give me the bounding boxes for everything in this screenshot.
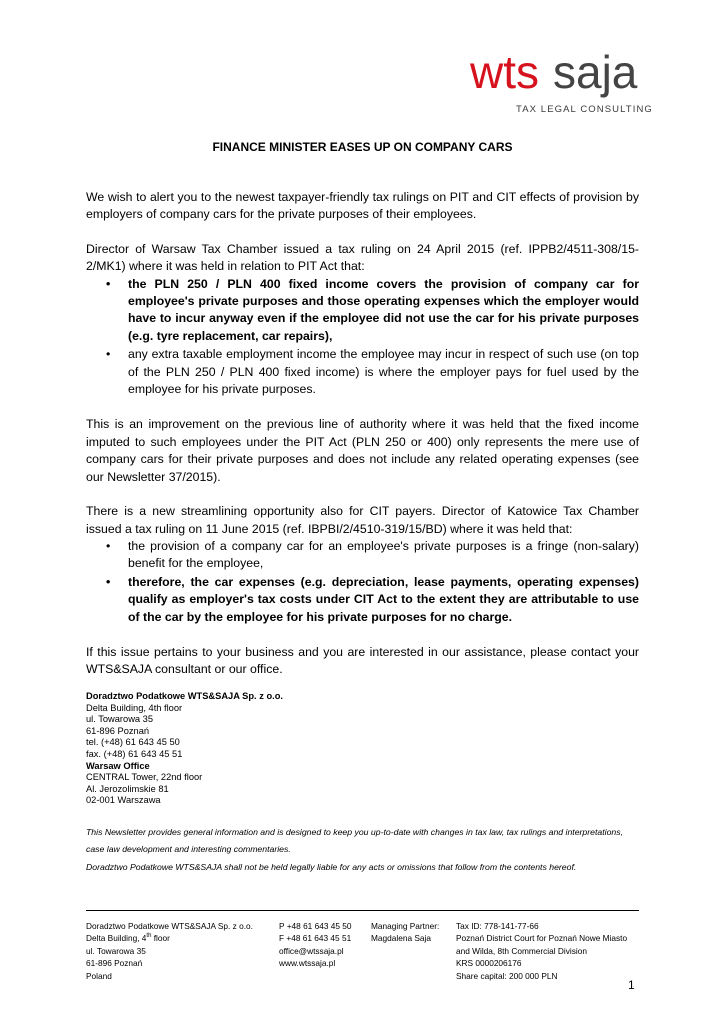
pit-bullet-list (86, 276, 639, 399)
office-address-block (86, 691, 283, 807)
footer-court: Poznań District Court for Poznań Nowe Miasto (456, 933, 628, 944)
office-company-name: Doradztwo Podatkowe WTS&SAJA Sp. z o.o. (86, 691, 283, 701)
logo-tagline: TAX LEGAL CONSULTING (516, 104, 653, 115)
warsaw-office-title: Warsaw Office (86, 760, 150, 771)
page-number: 1 (628, 978, 635, 992)
list-item (86, 538, 639, 573)
warsaw-line: Al. Jerozolimskie 81 (86, 783, 169, 794)
improvement-paragraph: This is an improvement on the previous line of authority where it was held that the fixed income imputed to such employees under the PIT Act (PLN 250 or 400) only represents the mere use of company cars for their private purposes and does not include any related operating expenses (see our Newsletter 37/2015). (86, 417, 639, 484)
footer-phone: P +48 61 643 45 50 (279, 921, 352, 931)
bullet-icon: • (106, 574, 111, 589)
office-tel: tel. (+48) 61 643 45 50 (86, 737, 180, 748)
bullet-icon: • (106, 276, 111, 291)
list-item-text: therefore, the car expenses (e.g. depreciation, lease payments, operating expenses) qualify as employer's tax costs under CIT Act to the extent they are attributable to use of the car by the employee for his private purposes for no charge. (128, 574, 639, 624)
cit-bullet-list (86, 538, 639, 626)
cit-lead-paragraph: There is a new streamlining opportunity also for CIT payers. Director of Katowice Tax Chamber issued a tax ruling on 11 June 2015 (ref. IBPBI/2/4510-319/15/BD) where it was held that: (86, 504, 639, 536)
pit-lead-paragraph: Director of Warsaw Tax Chamber issued a tax ruling on 24 April 2015 (ref. IPPB2/4511-308/15-2/MK1) where it was held in relation to PIT Act that: (86, 241, 639, 274)
footer-building-sup: th (146, 933, 152, 940)
footer-tax-id: Tax ID: 778-141-77-66 (456, 921, 539, 931)
document-body (86, 189, 639, 679)
list-item (86, 574, 639, 626)
footer-company: Doradztwo Podatkowe WTS&SAJA Sp. z o.o. (86, 921, 253, 931)
footer-building-text: Delta Building, 4 (86, 933, 147, 944)
list-item (86, 346, 639, 398)
footer-capital: Share capital: 200 000 PLN (456, 970, 558, 981)
footer-country: Poland (86, 970, 112, 981)
footer-company-column (86, 920, 253, 982)
warsaw-line: CENTRAL Tower, 22nd floor (86, 772, 203, 783)
wts-saja-logo (470, 48, 640, 108)
bullet-icon: • (106, 347, 111, 362)
document-title: FINANCE MINISTER EASES UP ON COMPANY CARS (212, 140, 513, 154)
footer-city: 61-896 Poznań (86, 958, 143, 969)
office-line: 61-896 Poznań (86, 725, 150, 736)
footer-building-floor: floor (151, 933, 170, 944)
office-fax: fax. (+48) 61 643 45 51 (86, 748, 183, 759)
footer-divider (86, 910, 639, 911)
contact-paragraph: If this issue pertains to your business and you are interested in our assistance, please contact your WTS&SAJA consultant or our office. (86, 644, 639, 677)
list-item-text: the PLN 250 / PLN 400 fixed income covers the provision of company car for employee's private purposes and those operating expenses which the employer would have to incur anyway even if the employee did not use the car for his private purposes (e.g. tyre replacement, car repairs), (128, 276, 639, 343)
footer-partner-name: Magdalena Saja (371, 933, 431, 944)
list-item (86, 276, 639, 346)
bullet-icon: • (106, 538, 111, 553)
footer-street: ul. Towarowa 35 (86, 945, 146, 956)
footer-contact-column (279, 920, 352, 970)
footer-fax: F +48 61 643 45 51 (279, 933, 352, 944)
footer-krs: KRS 0000206176 (456, 958, 522, 969)
office-line: ul. Towarowa 35 (86, 714, 154, 725)
footer-court: and Wilda, 8th Commercial Division (456, 945, 587, 956)
office-line: Delta Building, 4th floor (86, 702, 183, 713)
footer-registration-column (456, 920, 627, 982)
disclaimer-line: Doradztwo Podatkowe WTS&SAJA shall not be held legally liable for any acts or omissions that follow from the contents hereof. (86, 861, 577, 872)
footer-partner-label: Managing Partner: (371, 921, 440, 931)
footer-website-link[interactable]: www.wtssaja.pl (279, 958, 336, 969)
logo-wts-text: wts (470, 48, 539, 98)
footer-email-link[interactable]: office@wtssaja.pl (279, 945, 344, 956)
warsaw-line: 02-001 Warszawa (86, 795, 161, 806)
logo-saja-text: saja (553, 48, 638, 98)
intro-paragraph: We wish to alert you to the newest taxpayer-friendly tax rulings on PIT and CIT effects of provision by employers of company cars for the private purposes of their employees. (86, 190, 639, 222)
list-item-text: any extra taxable employment income the employee may incur in respect of such use (on top of the PLN 250 / PLN 400 fixed income) is where the employer pays for fuel used by the employee for his private purposes. (128, 347, 639, 397)
disclaimer-line: This Newsletter provides general information and is designed to keep you up-to-date with changes in tax law, tax rulings and interpretations, case law development and interesting commentaries. (86, 827, 623, 855)
footer-building (86, 932, 253, 944)
footer-partner-column (371, 920, 439, 945)
disclaimer (86, 824, 641, 876)
list-item-text: the provision of a company car for an employee's private purposes is a fringe (non-salary) benefit for the employee, (128, 538, 639, 571)
